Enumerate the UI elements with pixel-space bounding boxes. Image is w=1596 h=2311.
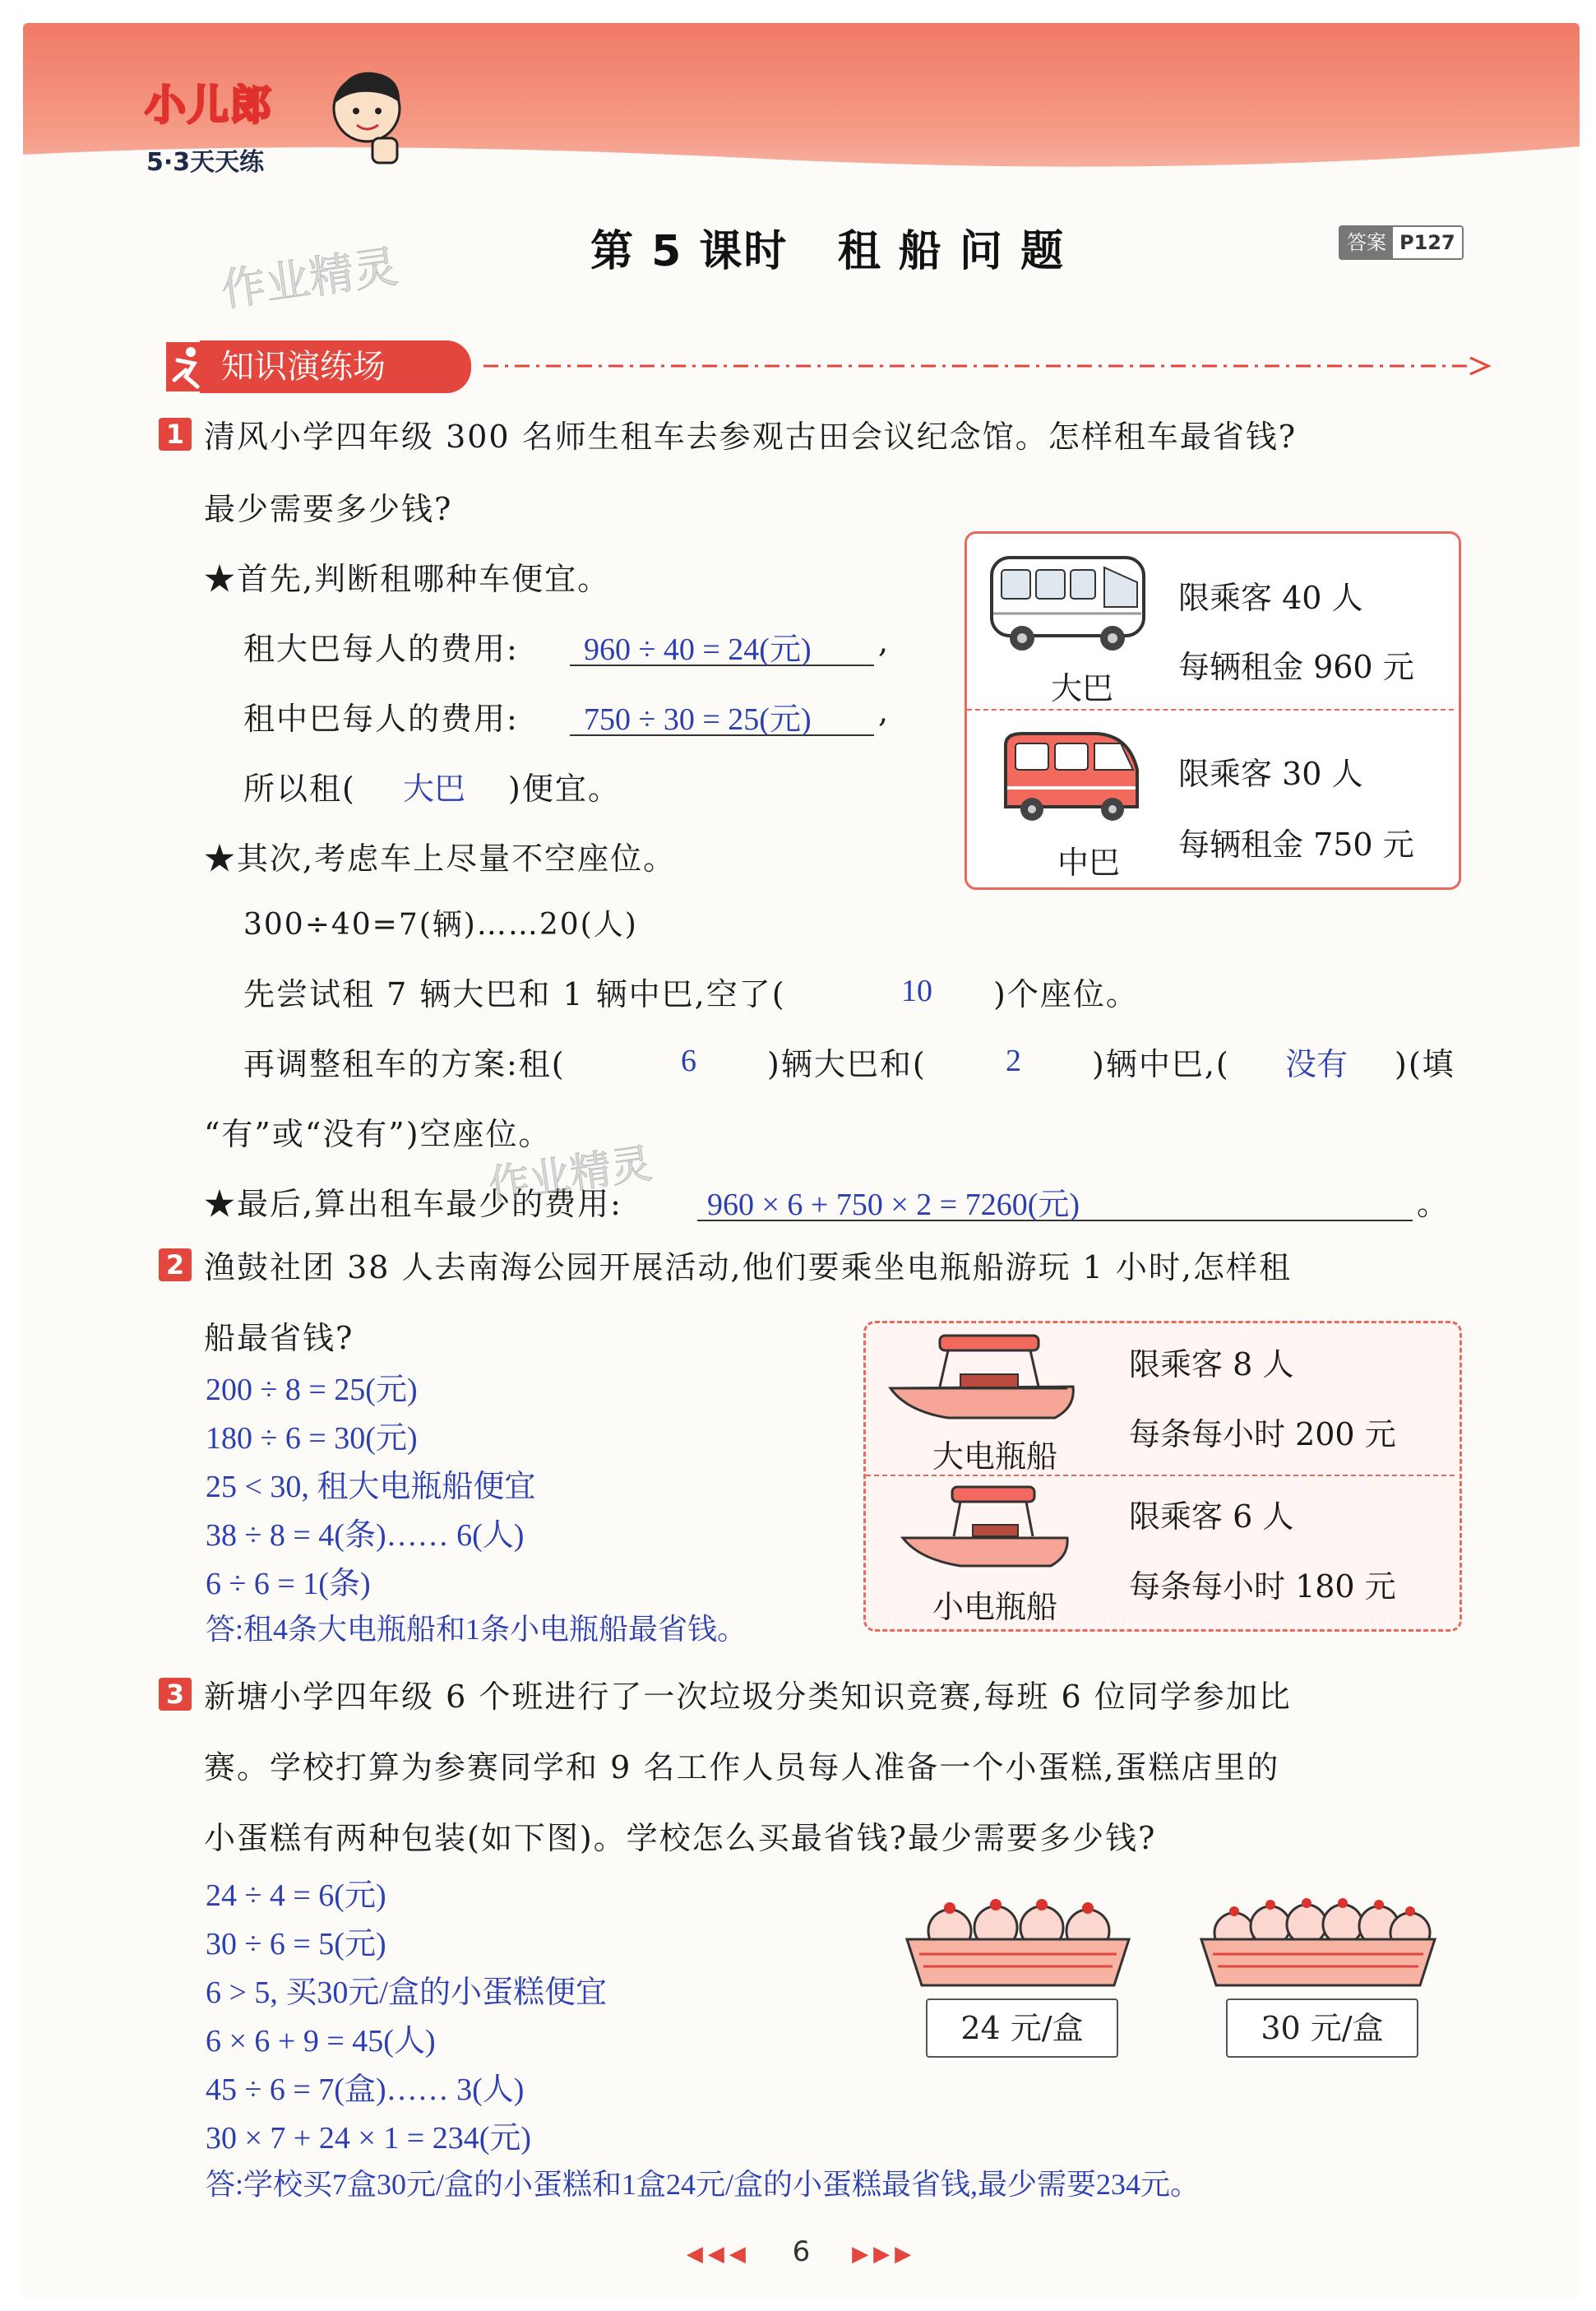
big-electric-boat-icon	[882, 1329, 1080, 1428]
big-bus-icon	[985, 549, 1150, 656]
big-bus-cost-answer: 960 ÷ 40 = 24(元)	[584, 632, 812, 667]
big-bus-capacity: 限乘客 40 人	[1178, 580, 1363, 616]
left-arrows-icon: ◀◀◀	[686, 2242, 751, 2267]
q1-step2: ★其次,考虑车上尽量不空座位。	[204, 841, 677, 877]
empty-seats-answer: 10	[901, 974, 932, 1008]
boy-mascot-icon	[327, 66, 409, 173]
question-number-3: 3	[159, 1678, 192, 1711]
q3-text-line2: 赛。学校打算为参赛同学和 9 名工作人员每人准备一个小蛋糕,蛋糕店里的	[204, 1749, 1280, 1785]
big-boat-capacity: 限乘客 8 人	[1129, 1346, 1294, 1382]
q3-work-line: 24 ÷ 4 = 6(元)	[206, 1878, 386, 1913]
q1-text-line2: 最少需要多少钱?	[204, 491, 453, 527]
q3-work-line: 30 ÷ 6 = 5(元)	[206, 1927, 386, 1961]
mid-bus-icon	[997, 729, 1145, 836]
answer-label: 答案	[1340, 227, 1393, 258]
answer-reference	[1339, 225, 1464, 260]
adjust-mid-prefix: )辆大巴和(	[767, 1046, 927, 1082]
mid-bus-label: 中巴	[1057, 845, 1121, 881]
small-electric-boat-icon	[895, 1480, 1076, 1579]
q3-text-line3: 小蛋糕有两种包装(如下图)。学校怎么买最省钱?最少需要多少钱?	[204, 1820, 1157, 1856]
q2-text-line2: 船最省钱?	[204, 1320, 354, 1356]
big-bus-count-answer: 6	[681, 1044, 696, 1078]
q3-work-line: 30 × 7 + 24 × 1 = 234(元)	[206, 2121, 532, 2156]
big-boat-label: 大电瓶船	[932, 1438, 1058, 1475]
mid-bus-price: 每辆租金 750 元	[1178, 827, 1414, 863]
adjust-suffix: )(填	[1395, 1046, 1455, 1082]
question-number-1: 1	[159, 418, 192, 451]
lesson-title: 第 5 课时 租 船 问 题	[590, 227, 1066, 276]
q1-text-line1: 清风小学四年级 300 名师生租车去参观古田会议纪念馆。怎样租车最省钱?	[204, 419, 1298, 455]
small-boat-price: 每条每小时 180 元	[1129, 1568, 1396, 1605]
watermark: 作业精灵	[485, 1139, 655, 1210]
q3-work-line: 45 ÷ 6 = 7(盒)…… 3(人)	[206, 2072, 525, 2107]
try-prefix: 先尝试租 7 辆大巴和 1 辆中巴,空了(	[243, 976, 786, 1012]
big-bus-price: 每辆租金 960 元	[1178, 649, 1414, 685]
adjust-prefix: 再调整租车的方案:租(	[243, 1046, 566, 1082]
price-tag-30: 30 元/盒	[1226, 1998, 1418, 2058]
small-boat-label: 小电瓶船	[932, 1589, 1058, 1625]
mid-bus-capacity: 限乘客 30 人	[1178, 756, 1363, 792]
right-arrows-icon: ▶▶▶	[852, 2242, 917, 2267]
cheaper-suffix: )便宜。	[508, 771, 621, 807]
price-tag-24: 24 元/盒	[926, 1998, 1118, 2058]
page-footer	[23, 2235, 1580, 2268]
q2-work-line: 25 < 30, 租大电瓶船便宜	[206, 1470, 536, 1504]
series-name: 5·3天天练	[146, 148, 265, 177]
mid-bus-cost-label: 租中巴每人的费用:	[243, 701, 519, 737]
big-bus-label: 大巴	[1051, 670, 1114, 706]
q1-step1: ★首先,判断租哪种车便宜。	[204, 561, 611, 597]
big-bus-cost-label: 租大巴每人的费用:	[243, 631, 519, 667]
mid-bus-count-answer: 2	[1006, 1044, 1021, 1078]
empty-seat-answer: 没有	[1285, 1048, 1349, 1082]
division-calc: 300÷40=7(辆)……20(人)	[243, 908, 638, 942]
page-number: 6	[792, 2235, 811, 2268]
q3-text-line1: 新塘小学四年级 6 个班进行了一次垃圾分类知识竞赛,每班 6 位同学参加比	[204, 1679, 1292, 1715]
comma: ,	[878, 693, 891, 729]
adjust-mid-suffix: )辆中巴,(	[1092, 1046, 1230, 1082]
cake-box-4-icon	[899, 1888, 1137, 2003]
q3-work-line: 6 × 6 + 9 = 45(人)	[206, 2024, 436, 2059]
cheaper-answer: 大巴	[403, 772, 466, 807]
answer-page: P127	[1399, 231, 1455, 254]
watermark: 作业精灵	[218, 240, 401, 317]
comma: ,	[878, 623, 891, 660]
try-suffix: )个座位。	[993, 976, 1139, 1012]
q3-work-line: 6 > 5, 买30元/盒的小蛋糕便宜	[206, 1975, 607, 2010]
q2-work-line: 6 ÷ 6 = 1(条)	[206, 1567, 371, 1601]
adjust-line2: “有”或“没有”)空座位。	[204, 1116, 552, 1152]
brand-logo	[145, 72, 383, 188]
mid-bus-cost-answer: 750 ÷ 30 = 25(元)	[584, 702, 812, 737]
q2-work-line: 180 ÷ 6 = 30(元)	[206, 1421, 418, 1456]
brand-name: 小儿郎	[145, 81, 273, 129]
big-boat-price: 每条每小时 200 元	[1129, 1416, 1396, 1452]
q2-work-line: 200 ÷ 8 = 25(元)	[206, 1373, 418, 1407]
q2-text-line1: 渔鼓社团 38 人去南海公园开展活动,他们要乘坐电瓶船游玩 1 小时,怎样租	[204, 1249, 1293, 1285]
workbook-page	[23, 23, 1580, 2298]
q1-step3: ★最后,算出租车最少的费用:	[204, 1186, 622, 1222]
cheaper-prefix: 所以租(	[243, 771, 356, 807]
section-dashed-arrow	[483, 356, 1495, 376]
q2-work-line: 38 ÷ 8 = 4(条)…… 6(人)	[206, 1518, 525, 1553]
small-boat-capacity: 限乘客 6 人	[1129, 1498, 1294, 1535]
min-cost-answer: 960 × 6 + 750 × 2 = 7260(元)	[707, 1188, 1080, 1222]
q2-answer: 答:租4条大电瓶船和1条小电瓶船最省钱。	[206, 1613, 747, 1646]
period: 。	[1417, 1186, 1450, 1222]
section-title: 知识演练场	[200, 340, 471, 393]
question-number-2: 2	[159, 1248, 192, 1281]
cake-box-6-icon	[1195, 1888, 1441, 2003]
box-divider	[967, 709, 1454, 711]
q3-answer: 答:学校买7盒30元/盒的小蛋糕和1盒24元/盒的小蛋糕最省钱,最少需要234元。	[206, 2168, 1200, 2201]
